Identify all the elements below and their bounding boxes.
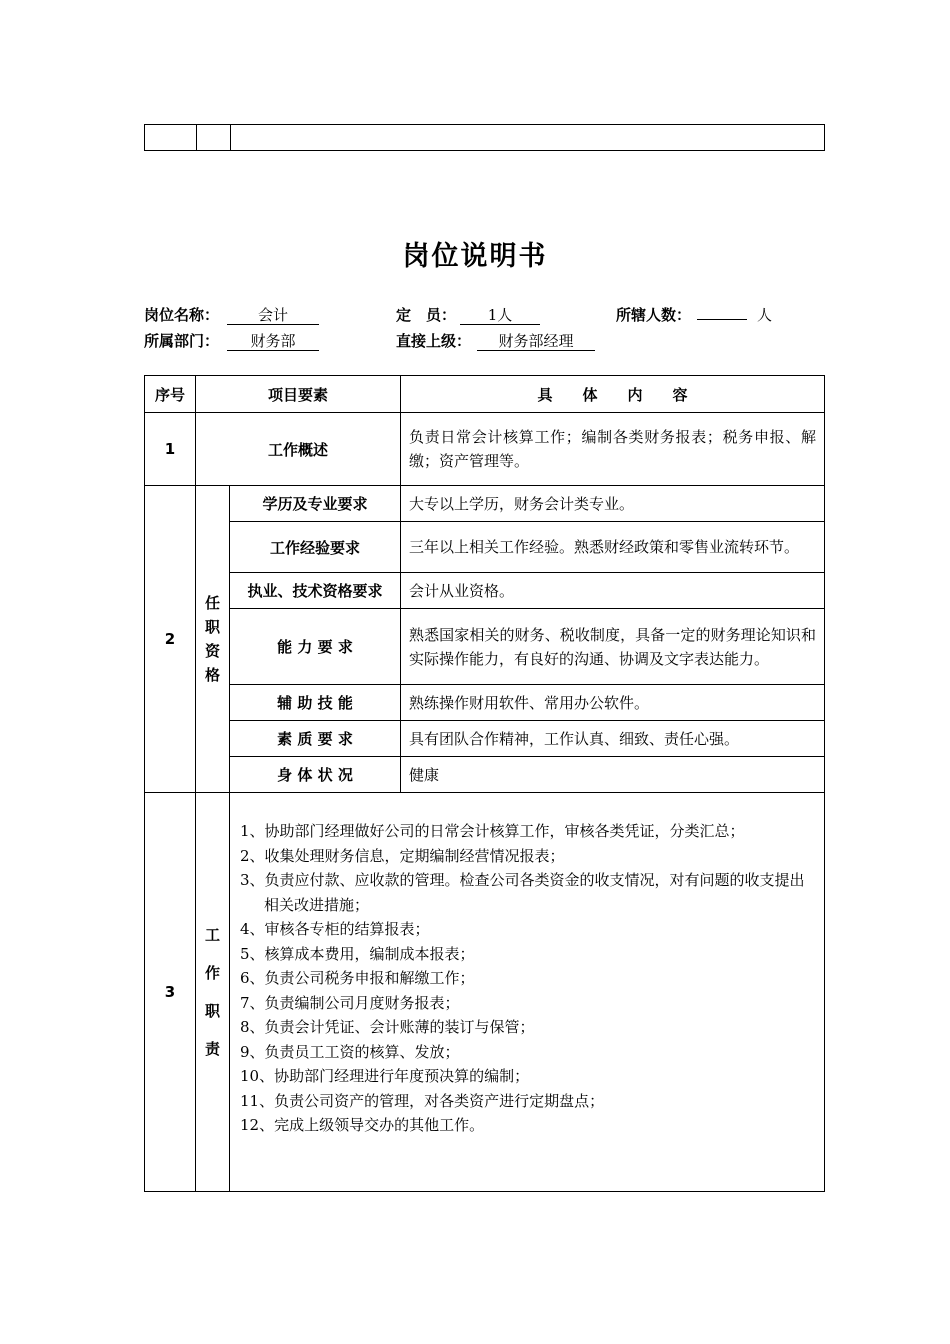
requirement-label: 辅 助 技 能 [230, 685, 401, 721]
requirement-content: 健康 [401, 757, 825, 793]
requirement-label: 素 质 要 求 [230, 721, 401, 757]
superior-value: 财务部经理 [477, 332, 595, 351]
row-number: 3 [145, 793, 196, 1192]
empty-cell [197, 125, 231, 151]
duty-item: 3、负责应付款、应收款的管理。检查公司各类资金的收支情况，对有问题的收支提出相关改进措施； [240, 871, 805, 914]
requirement-content: 三年以上相关工作经验。熟悉财经政策和零售业流转环节。 [401, 522, 825, 573]
duty-item: 11、负责公司资产的管理，对各类资产进行定期盘点； [240, 1091, 605, 1110]
table-row [145, 486, 825, 522]
duty-item: 8、负责会计凭证、会计账薄的装订与保管； [240, 1018, 535, 1036]
group-char: 资 [204, 642, 220, 660]
subordinates-unit: 人 [757, 306, 773, 324]
requirement-label: 执业、技术资格要求 [230, 573, 401, 609]
duties-list [230, 793, 825, 1192]
qualification-group-label [196, 486, 230, 793]
table-row [145, 573, 825, 609]
row-content: 负责日常会计核算工作；编制各类财务报表；税务申报、解缴；资产管理等。 [401, 413, 825, 486]
header-item: 项目要素 [196, 376, 401, 413]
header-content: 具 体 内 容 [401, 376, 825, 413]
row-item-label: 工作概述 [196, 413, 401, 486]
empty-cell [231, 125, 825, 151]
duty-item: 10、协助部门经理进行年度预决算的编制； [240, 1067, 530, 1085]
group-char: 格 [204, 666, 220, 684]
table-header-row [145, 376, 825, 413]
row-number: 1 [145, 413, 196, 486]
requirement-label: 学历及专业要求 [230, 486, 401, 522]
row-number: 2 [145, 486, 196, 793]
position-value: 会计 [227, 306, 319, 325]
department-field [144, 330, 319, 351]
requirement-content: 熟悉国家相关的财务、税收制度，具备一定的财务理论知识和实际操作能力，有良好的沟通、协调及文字表达能力。 [401, 609, 825, 685]
duty-item: 4、审核各专柜的结算报表； [240, 920, 430, 938]
table-row [145, 721, 825, 757]
subordinates-field [616, 304, 772, 325]
empty-cell [145, 125, 197, 151]
subordinates-label: 所辖人数： [616, 306, 692, 324]
position-field [144, 304, 319, 325]
superior-field [396, 330, 595, 351]
superior-label: 直接上级： [396, 332, 472, 350]
duty-item: 9、负责员工工资的核算、发放； [240, 1042, 460, 1061]
duty-item: 7、负责编制公司月度财务报表； [240, 993, 460, 1012]
department-label: 所属部门： [144, 332, 220, 350]
duty-item: 2、收集处理财务信息，定期编制经营情况报表； [240, 846, 565, 865]
group-char: 职 [204, 618, 220, 636]
subordinates-value [697, 319, 747, 320]
table-row [145, 609, 825, 685]
group-char: 任 [204, 594, 220, 612]
group-char: 责 [204, 1040, 220, 1058]
document-title: 岗位说明书 [402, 241, 548, 272]
headcount-field [396, 304, 540, 325]
duties-group-label [196, 793, 230, 1192]
requirement-label: 工作经验要求 [230, 522, 401, 573]
position-label: 岗位名称： [144, 306, 220, 324]
table-row [145, 685, 825, 721]
requirement-content: 具有团队合作精神，工作认真、细致、责任心强。 [401, 721, 825, 757]
row-work-summary [145, 413, 825, 486]
duty-item: 1、协助部门经理做好公司的日常会计核算工作，审核各类凭证，分类汇总； [240, 822, 745, 840]
duty-item: 12、完成上级领导交办的其他工作。 [240, 1116, 485, 1134]
department-value: 财务部 [227, 332, 319, 351]
group-char: 职 [204, 1002, 220, 1020]
job-description-table [144, 375, 825, 1192]
table-row [145, 522, 825, 573]
duty-item: 5、核算成本费用，编制成本报表； [240, 944, 475, 963]
duty-item: 6、负责公司税务申报和解缴工作； [240, 969, 475, 987]
row-job-duties [145, 793, 825, 1192]
group-char: 工 [204, 926, 220, 944]
table-row [145, 757, 825, 793]
header-no: 序号 [145, 376, 196, 413]
requirement-label: 身 体 状 况 [230, 757, 401, 793]
previous-table-fragment [144, 124, 825, 151]
requirement-label: 能 力 要 求 [230, 609, 401, 685]
requirement-content: 熟练操作财用软件、常用办公软件。 [401, 685, 825, 721]
requirement-content: 大专以上学历，财务会计类专业。 [401, 486, 825, 522]
headcount-label: 定 员： [396, 306, 457, 324]
requirement-content: 会计从业资格。 [401, 573, 825, 609]
group-char: 作 [204, 964, 220, 982]
headcount-value: 1人 [460, 306, 540, 325]
